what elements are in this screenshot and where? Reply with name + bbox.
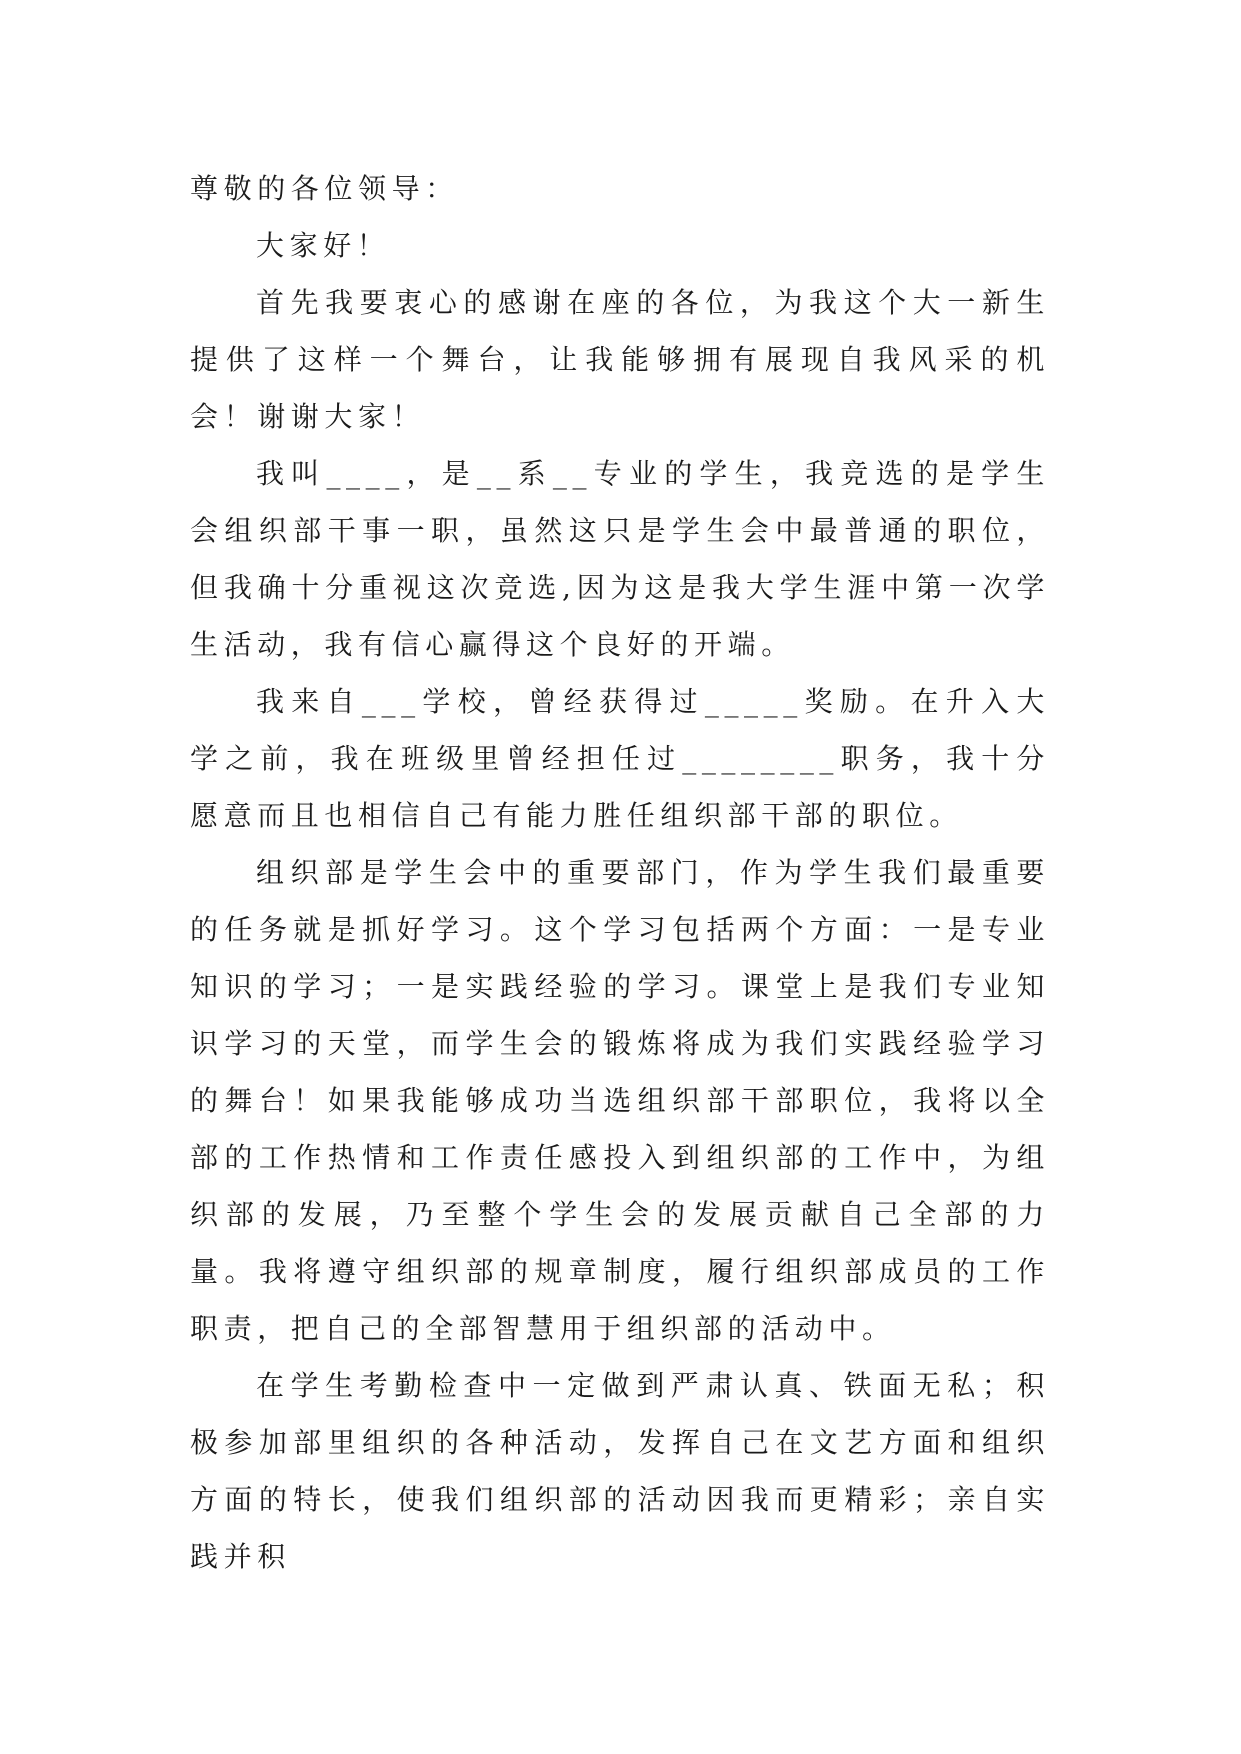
background-paragraph: 我来自___学校，曾经获得过_____奖励。在升入大学之前，我在班级里曾经担任过________职务，我十分愿意而且也相信自己有能力胜任组织部干部的职位。 (190, 685, 1050, 832)
self-introduction-paragraph: 我叫____，是__系__专业的学生，我竞选的是学生会组织部干事一职，虽然这只是学生会中最普通的职位，但我确十分重视这次竞选,因为这是我大学生涯中第一次学生活动，我有信心赢得这个良好的开端。 (190, 457, 1050, 661)
document-body (190, 160, 1050, 1585)
department-paragraph: 组织部是学生会中的重要部门，作为学生我们最重要的任务就是抓好学习。这个学习包括两个方面：一是专业知识的学习；一是实践经验的学习。课堂上是我们专业知识学习的天堂，而学生会的锻炼将成为我们实践经验学习的舞台！如果我能够成功当选组织部干部职位，我将以全部的工作热情和工作责任感投入到组织部的工作中，为组织部的发展，乃至整个学生会的发展贡献自己全部的力量。我将遵守组织部的规章制度，履行组织部成员的工作职责，把自己的全部智慧用于组织部的活动中。 (190, 856, 1050, 1345)
greeting-paragraph: 大家好！ (256, 229, 391, 262)
commitment-paragraph: 在学生考勤检查中一定做到严肃认真、铁面无私；积极参加部里组织的各种活动，发挥自己在文艺方面和组织方面的特长，使我们组织部的活动因我而更精彩；亲自实践并积 (190, 1369, 1050, 1573)
salutation: 尊敬的各位领导： (190, 172, 459, 205)
thanks-paragraph: 首先我要衷心的感谢在座的各位，为我这个大一新生提供了这样一个舞台，让我能够拥有展现自我风采的机会！谢谢大家！ (190, 286, 1050, 433)
